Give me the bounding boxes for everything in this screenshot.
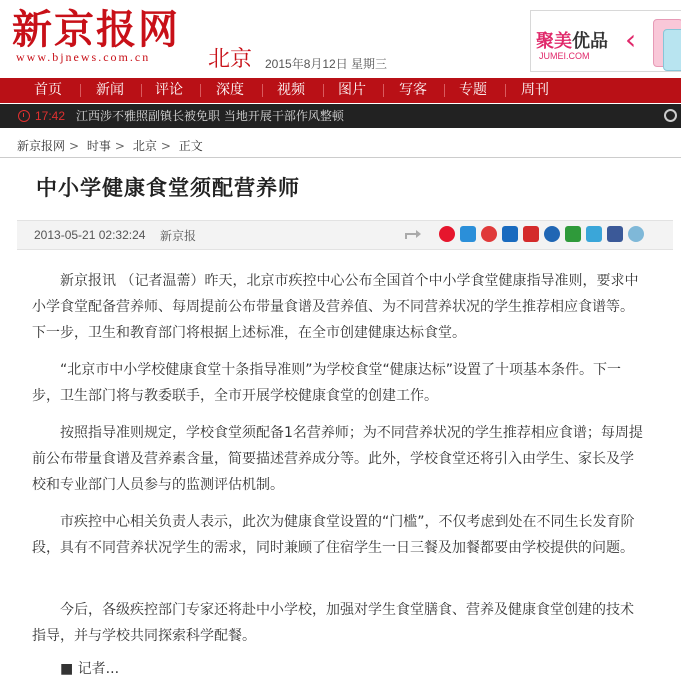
nav-item-depth[interactable]: 深度 <box>216 82 244 98</box>
logo-url: www.bjnews.com.cn <box>16 50 151 64</box>
twitter-icon[interactable] <box>586 226 602 242</box>
nav-divider <box>444 84 445 97</box>
breadcrumb-separator: > <box>69 139 80 153</box>
nav-divider <box>80 84 81 97</box>
breadcrumb-separator: > <box>114 139 125 153</box>
breadcrumb-separator: > <box>160 139 171 153</box>
news-ticker <box>0 104 681 128</box>
nav-divider <box>262 84 263 97</box>
nav-item-photos[interactable]: 图片 <box>338 82 366 98</box>
breadcrumb-current: 正文 <box>178 139 203 153</box>
nav-divider <box>141 84 142 97</box>
search-icon[interactable] <box>664 109 677 122</box>
header-date: 2015年8月12日 星期三 <box>265 57 388 71</box>
nav-divider <box>505 84 506 97</box>
weibo-icon[interactable] <box>439 226 455 242</box>
nav-divider <box>200 84 201 97</box>
ad-brand-part1: 聚美 <box>536 31 572 52</box>
breadcrumb <box>17 137 207 154</box>
article-paragraph: ■ 记者... <box>60 661 120 677</box>
renren-icon[interactable] <box>502 226 518 242</box>
nav-item-weekly[interactable]: 周刊 <box>521 82 549 98</box>
nav-item-video[interactable]: 视频 <box>277 82 305 98</box>
chevron-left-icon[interactable]: ‹ <box>625 23 637 56</box>
people-icon[interactable] <box>544 226 560 242</box>
city-label: 北京 <box>208 47 253 72</box>
clock-icon <box>18 110 30 122</box>
article-title: 中小学健康食堂须配营养师 <box>36 176 300 200</box>
nav-item-home[interactable]: 首页 <box>34 82 62 98</box>
ad-brand <box>536 27 608 53</box>
article-paragraph: 市疾控中心相关负责人表示，此次为健康食堂设置的“门槛”，不仅考虑到处在不同生长发育阶段，具有不同营养状况学生的需求，同时兼顾了住宿学生一日三餐及加餐都要由学校提供的问题。 <box>32 514 635 556</box>
breadcrumb-politics[interactable]: 时事 <box>86 139 111 153</box>
main-nav <box>0 78 681 103</box>
article-meta <box>17 220 673 250</box>
site-logo[interactable] <box>12 8 180 65</box>
ad-sub: JUMEI.COM <box>539 51 590 61</box>
logo-text: 新京报网 <box>12 6 180 53</box>
nav-divider <box>323 84 324 97</box>
article-source: 新京报 <box>160 229 197 243</box>
site-header <box>0 0 681 76</box>
article-paragraph: 按照指导准则规定，学校食堂须配备1名营养师；为不同营养状况的学生推荐相应食谱；每周提前公布带量食谱及营养素含量，简要描述营养成分等。此外，学校食堂还将引入由学生、家长及学校和专业部门人员参与的监测评估机制。 <box>32 425 643 493</box>
tencent-weibo-icon[interactable] <box>481 226 497 242</box>
nav-item-writers[interactable]: 写客 <box>399 82 427 98</box>
facebook-icon[interactable] <box>607 226 623 242</box>
article-paragraph: 今后，各级疾控部门专家还将赴中小学校，加强对学生食堂膳食、营养及健康食堂创建的技术指导，并与学校共同探索科学配餐。 <box>32 602 634 644</box>
breadcrumb-home[interactable]: 新京报网 <box>17 139 66 153</box>
phone-image-2 <box>663 29 681 71</box>
nav-item-news[interactable]: 新闻 <box>96 82 124 98</box>
douban-icon[interactable] <box>565 226 581 242</box>
nav-divider <box>383 84 384 97</box>
ticker-time: 17:42 <box>35 109 66 123</box>
nav-item-topics[interactable]: 专题 <box>459 82 487 98</box>
nav-item-opinion[interactable]: 评论 <box>155 82 183 98</box>
kaixin-icon[interactable] <box>523 226 539 242</box>
share-arrow-icon[interactable] <box>404 228 422 240</box>
qzone-icon[interactable] <box>460 226 476 242</box>
breadcrumb-beijing[interactable]: 北京 <box>132 139 157 153</box>
ad-brand-part2: 优品 <box>572 31 608 52</box>
article-paragraph: 新京报讯 （记者温薷）昨天，北京市疾控中心公布全国首个中小学食堂健康指导准则，要求中小学食堂配备营养师、每周提前公布带量食谱及营养值、为不同营养状况的学生推荐相应食谱等。下一步，卫生和教育部门将根据上述标准，在全市创建健康达标食堂。 <box>32 273 639 341</box>
ticker-headline[interactable]: 江西涉不雅照副镇长被免职 当地开展干部作风整顿 <box>76 109 344 123</box>
article-paragraph: “北京市中小学校健康食堂十条指导准则”为学校食堂“健康达标”设置了十项基本条件。下一步，卫生部门将与教委联手，全市开展学校健康食堂的创建工作。 <box>32 362 622 404</box>
divider <box>0 157 681 158</box>
more-icon[interactable] <box>628 226 644 242</box>
ad-banner[interactable] <box>530 10 681 72</box>
article-datetime: 2013-05-21 02:32:24 <box>34 228 146 242</box>
